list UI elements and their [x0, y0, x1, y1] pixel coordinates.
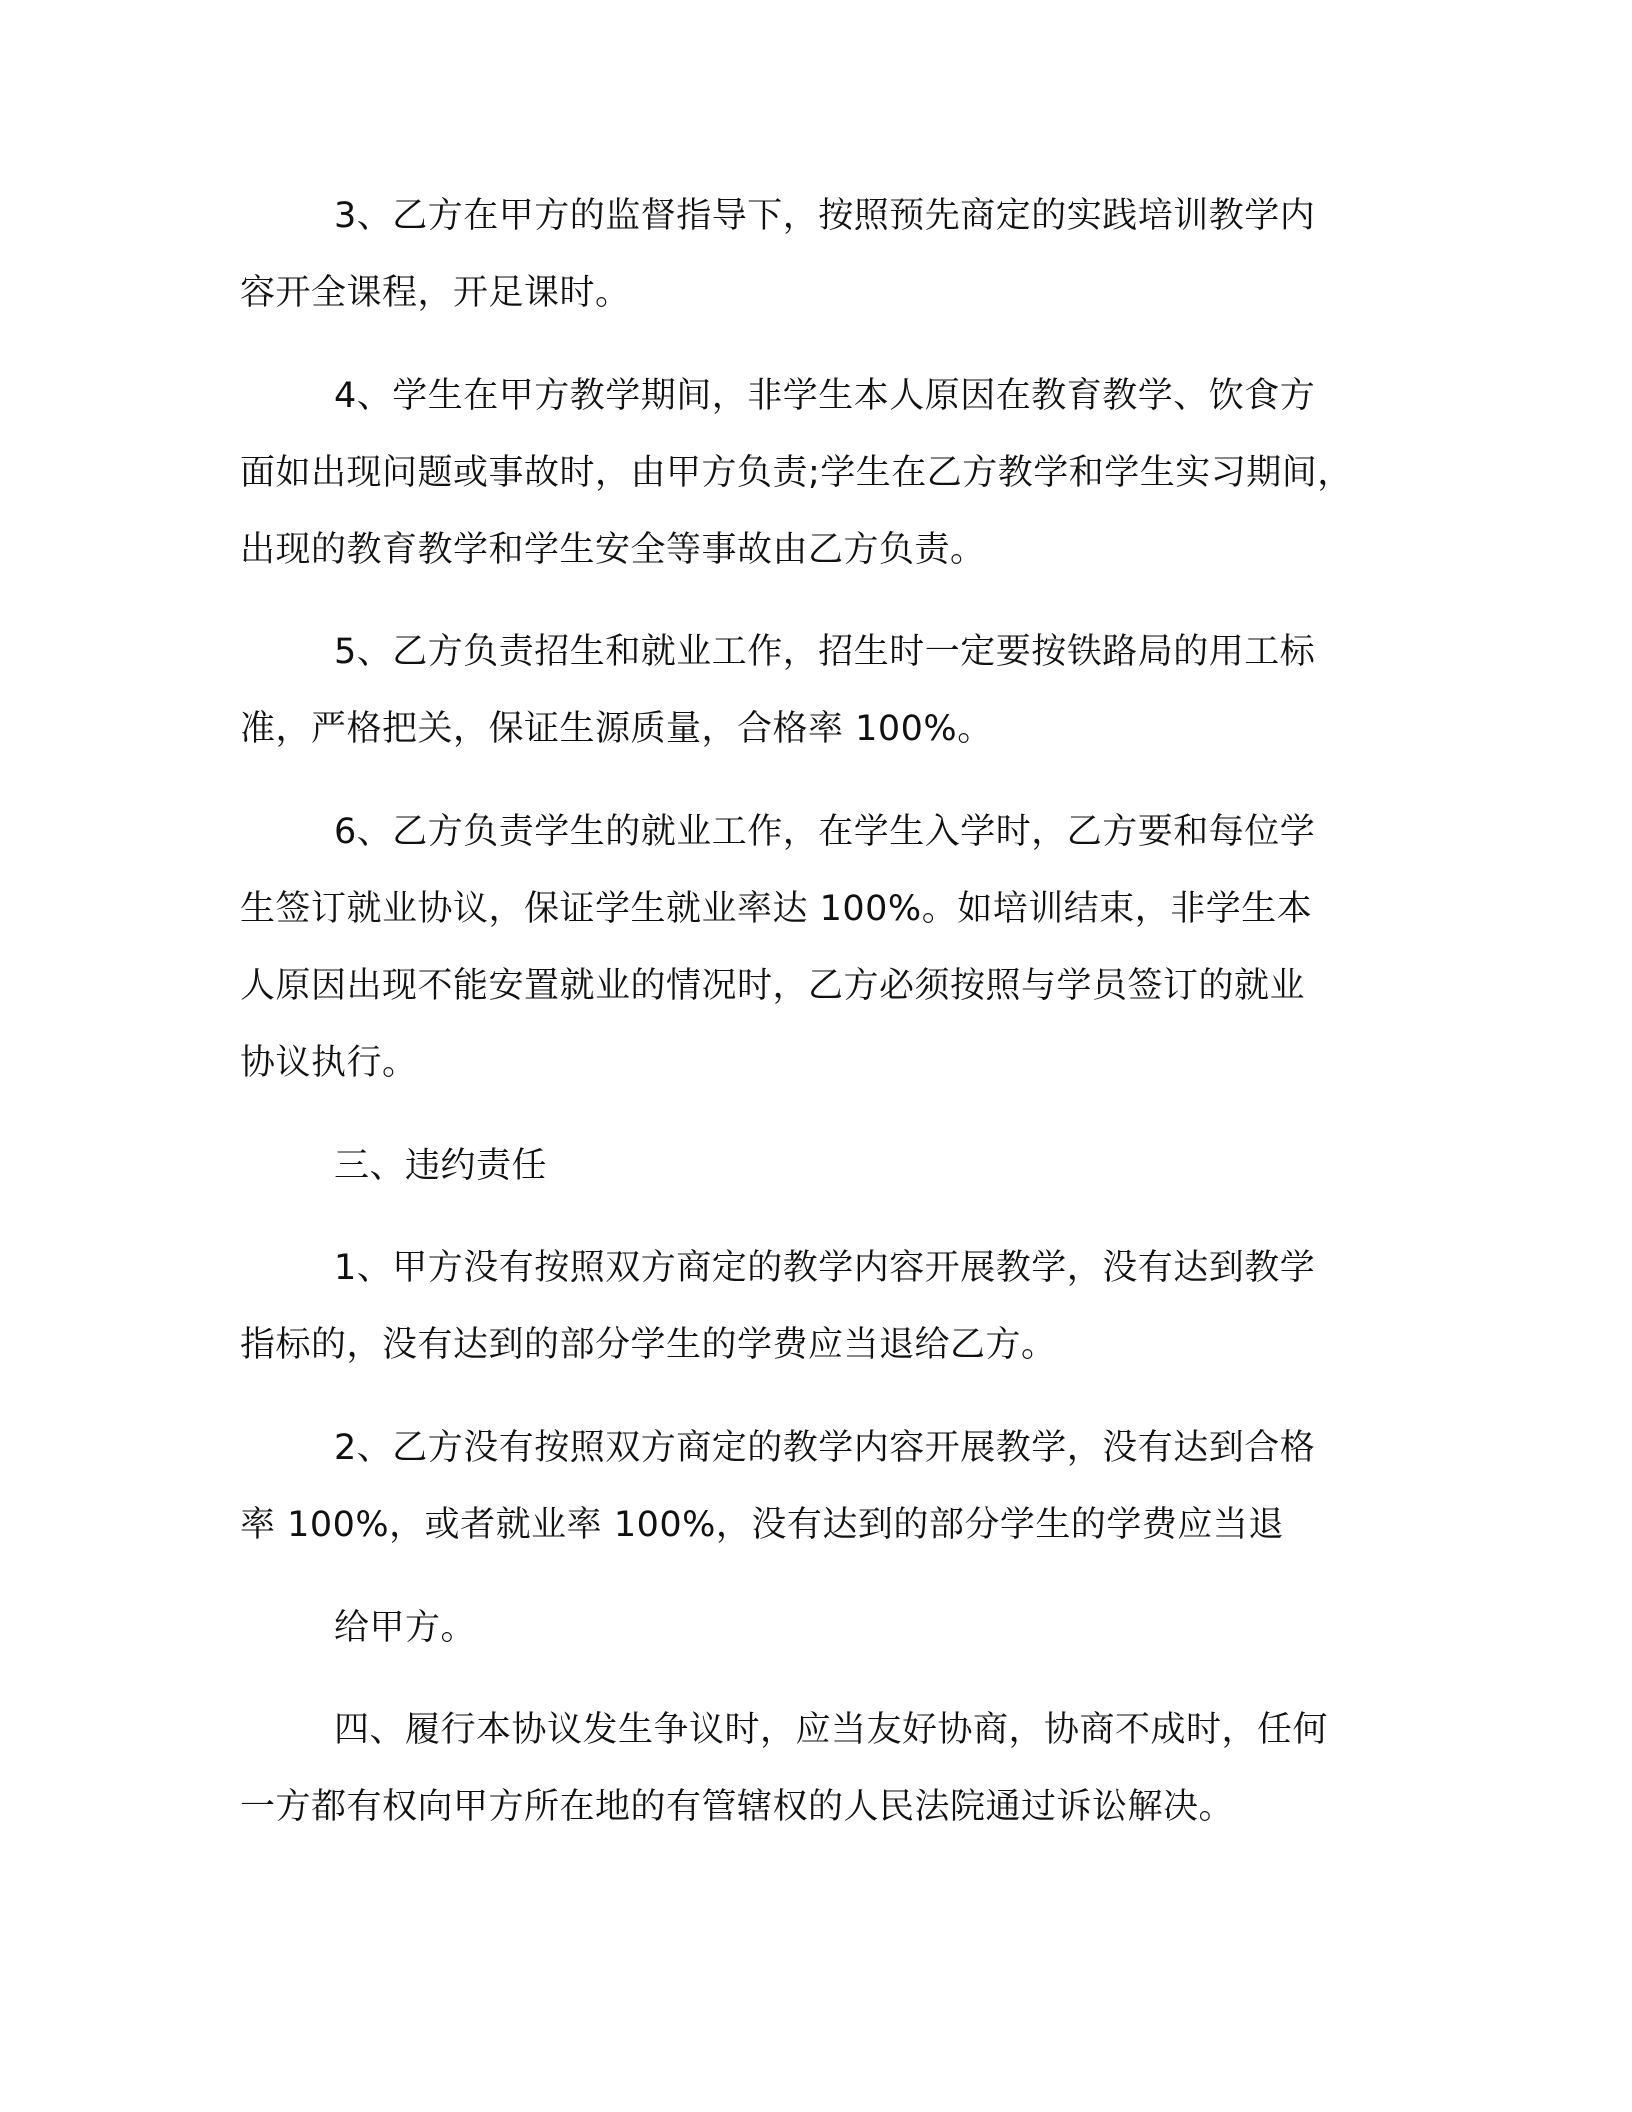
text-line: 人原因出现不能安置就业的情况时，乙方必须按照与学员签订的就业 [240, 966, 1306, 1006]
text-line: 四、履行本协议发生争议时，应当友好协商，协商不成时，任何 [334, 1710, 1329, 1750]
text-line: 生签订就业协议，保证学生就业率达 100%。如培训结束，非学生本 [240, 889, 1313, 929]
breach-2-paragraph [240, 1410, 1410, 1564]
text-line: 6、乙方负责学生的就业工作，在学生入学时，乙方要和每位学 [334, 812, 1316, 852]
text-line: 面如出现问题或事故时，由甲方负责;学生在乙方教学和学生实习期间， [240, 453, 1353, 493]
breach-1-paragraph [240, 1230, 1410, 1384]
clause-3-paragraph [240, 178, 1410, 332]
text-line: 协议执行。 [240, 1043, 418, 1083]
section-heading [240, 1128, 1410, 1205]
text-line: 准，严格把关，保证生源质量，合格率 100%。 [240, 709, 993, 749]
text-line: 率 100%，或者就业率 100%，没有达到的部分学生的学费应当退 [240, 1505, 1284, 1545]
clause-4-paragraph [240, 358, 1410, 589]
text-line: 容开全课程，开足课时。 [240, 273, 631, 313]
breach-2-continuation [240, 1590, 1410, 1667]
text-line: 4、学生在甲方教学期间，非学生本人原因在教育教学、饮食方 [334, 376, 1316, 416]
text-line: 1、甲方没有按照双方商定的教学内容开展教学，没有达到教学 [334, 1248, 1316, 1288]
dispute-paragraph [240, 1692, 1410, 1846]
text-line: 一方都有权向甲方所在地的有管辖权的人民法院通过诉讼解决。 [240, 1787, 1235, 1827]
text-line: 给甲方。 [334, 1608, 477, 1648]
text-line: 3、乙方在甲方的监督指导下，按照预先商定的实践培训教学内 [334, 196, 1316, 236]
text-line: 2、乙方没有按照双方商定的教学内容开展教学，没有达到合格 [334, 1428, 1316, 1468]
text-line: 指标的，没有达到的部分学生的学费应当退给乙方。 [240, 1325, 1057, 1365]
text-line: 三、违约责任 [334, 1146, 548, 1186]
clause-6-paragraph [240, 794, 1410, 1102]
text-line: 5、乙方负责招生和就业工作，招生时一定要按铁路局的用工标 [334, 632, 1316, 672]
text-line: 出现的教育教学和学生安全等事故由乙方负责。 [240, 530, 986, 570]
clause-5-paragraph [240, 614, 1410, 768]
